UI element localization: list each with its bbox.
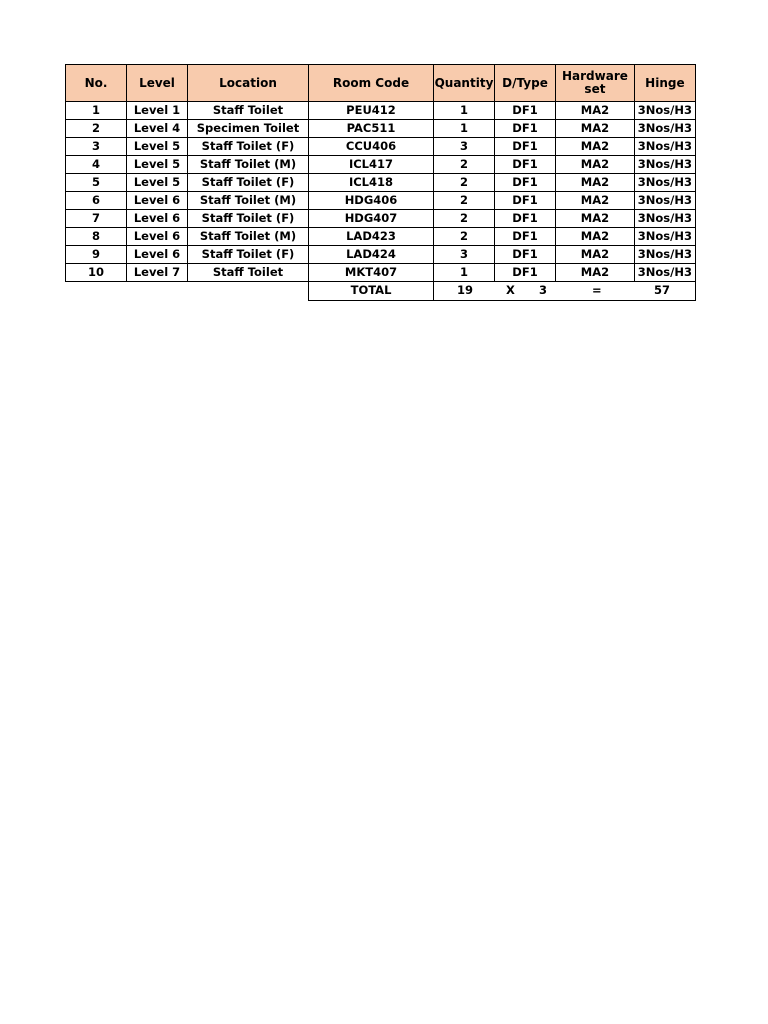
cell-hinge: 3Nos/H3 [634,192,695,210]
header-row [66,65,696,102]
table-row [66,228,696,246]
cell-hardware-set: MA2 [556,102,635,120]
cell-room-code: LAD424 [309,246,434,264]
cell-no: 5 [66,174,127,192]
cell-room-code: CCU406 [309,138,434,156]
cell-quantity: 1 [434,264,495,282]
table-body [66,102,696,282]
table-row [66,264,696,282]
cell-hardware-set: MA2 [556,228,635,246]
cell-location: Staff Toilet (M) [188,228,309,246]
table-row [66,138,696,156]
cell-quantity: 2 [434,192,495,210]
cell-hardware-set: MA2 [556,156,635,174]
header-hinge: Hinge [634,65,695,102]
cell-quantity: 2 [434,174,495,192]
cell-hardware-set: MA2 [556,264,635,282]
cell-location: Staff Toilet [188,102,309,120]
total-times-sign: X [506,283,515,297]
cell-no: 8 [66,228,127,246]
header-no: No. [66,65,127,102]
cell-location: Staff Toilet (M) [188,156,309,174]
cell-level: Level 4 [127,120,188,138]
cell-no: 10 [66,264,127,282]
cell-d-type: DF1 [495,246,556,264]
total-calculation [434,282,696,301]
cell-location: Staff Toilet [188,264,309,282]
total-multiplier: 3 [539,283,548,297]
cell-d-type: DF1 [495,120,556,138]
header-hardware-set: Hardware set [556,65,635,102]
cell-level: Level 6 [127,210,188,228]
cell-no: 1 [66,102,127,120]
cell-hardware-set: MA2 [556,192,635,210]
cell-no: 9 [66,246,127,264]
cell-hinge: 3Nos/H3 [634,174,695,192]
cell-location: Staff Toilet (M) [188,192,309,210]
cell-level: Level 6 [127,228,188,246]
cell-d-type: DF1 [495,228,556,246]
cell-d-type: DF1 [495,192,556,210]
cell-room-code: HDG407 [309,210,434,228]
cell-level: Level 6 [127,246,188,264]
cell-room-code: LAD423 [309,228,434,246]
cell-hinge: 3Nos/H3 [634,120,695,138]
cell-quantity: 2 [434,156,495,174]
table-row [66,174,696,192]
total-row [66,282,696,301]
cell-quantity: 2 [434,228,495,246]
cell-level: Level 5 [127,138,188,156]
cell-quantity: 2 [434,210,495,228]
total-row-spacer [66,282,309,301]
table-row [66,156,696,174]
cell-location: Staff Toilet (F) [188,210,309,228]
header-room-code: Room Code [309,65,434,102]
cell-d-type: DF1 [495,156,556,174]
cell-hardware-set: MA2 [556,210,635,228]
cell-hardware-set: MA2 [556,246,635,264]
cell-level: Level 1 [127,102,188,120]
cell-d-type: DF1 [495,264,556,282]
cell-level: Level 5 [127,156,188,174]
table-row [66,210,696,228]
cell-no: 2 [66,120,127,138]
cell-no: 3 [66,138,127,156]
cell-d-type: DF1 [495,138,556,156]
cell-quantity: 1 [434,120,495,138]
cell-room-code: MKT407 [309,264,434,282]
cell-hardware-set: MA2 [556,174,635,192]
cell-room-code: PAC511 [309,120,434,138]
cell-hardware-set: MA2 [556,138,635,156]
cell-hinge: 3Nos/H3 [634,264,695,282]
total-result: 57 [654,283,671,297]
cell-d-type: DF1 [495,102,556,120]
header-quantity: Quantity [434,65,495,102]
hinge-schedule-table [65,64,696,301]
table-row [66,120,696,138]
header-level: Level [127,65,188,102]
cell-no: 7 [66,210,127,228]
cell-location: Staff Toilet (F) [188,246,309,264]
cell-room-code: HDG406 [309,192,434,210]
cell-level: Level 5 [127,174,188,192]
cell-hinge: 3Nos/H3 [634,210,695,228]
cell-hardware-set: MA2 [556,120,635,138]
table-row [66,102,696,120]
cell-hinge: 3Nos/H3 [634,102,695,120]
cell-room-code: ICL417 [309,156,434,174]
cell-d-type: DF1 [495,210,556,228]
cell-hinge: 3Nos/H3 [634,246,695,264]
cell-hinge: 3Nos/H3 [634,156,695,174]
cell-room-code: ICL418 [309,174,434,192]
cell-level: Level 7 [127,264,188,282]
table-row [66,246,696,264]
cell-d-type: DF1 [495,174,556,192]
cell-room-code: PEU412 [309,102,434,120]
total-equals-sign: = [592,283,602,297]
cell-hinge: 3Nos/H3 [634,138,695,156]
cell-quantity: 1 [434,102,495,120]
cell-location: Staff Toilet (F) [188,174,309,192]
cell-quantity: 3 [434,138,495,156]
cell-location: Staff Toilet (F) [188,138,309,156]
cell-quantity: 3 [434,246,495,264]
cell-hinge: 3Nos/H3 [634,228,695,246]
cell-no: 6 [66,192,127,210]
cell-location: Specimen Toilet [188,120,309,138]
header-d-type: D/Type [495,65,556,102]
total-label: TOTAL [309,282,434,301]
table-row [66,192,696,210]
cell-level: Level 6 [127,192,188,210]
cell-no: 4 [66,156,127,174]
header-location: Location [188,65,309,102]
total-quantity: 19 [457,283,474,297]
